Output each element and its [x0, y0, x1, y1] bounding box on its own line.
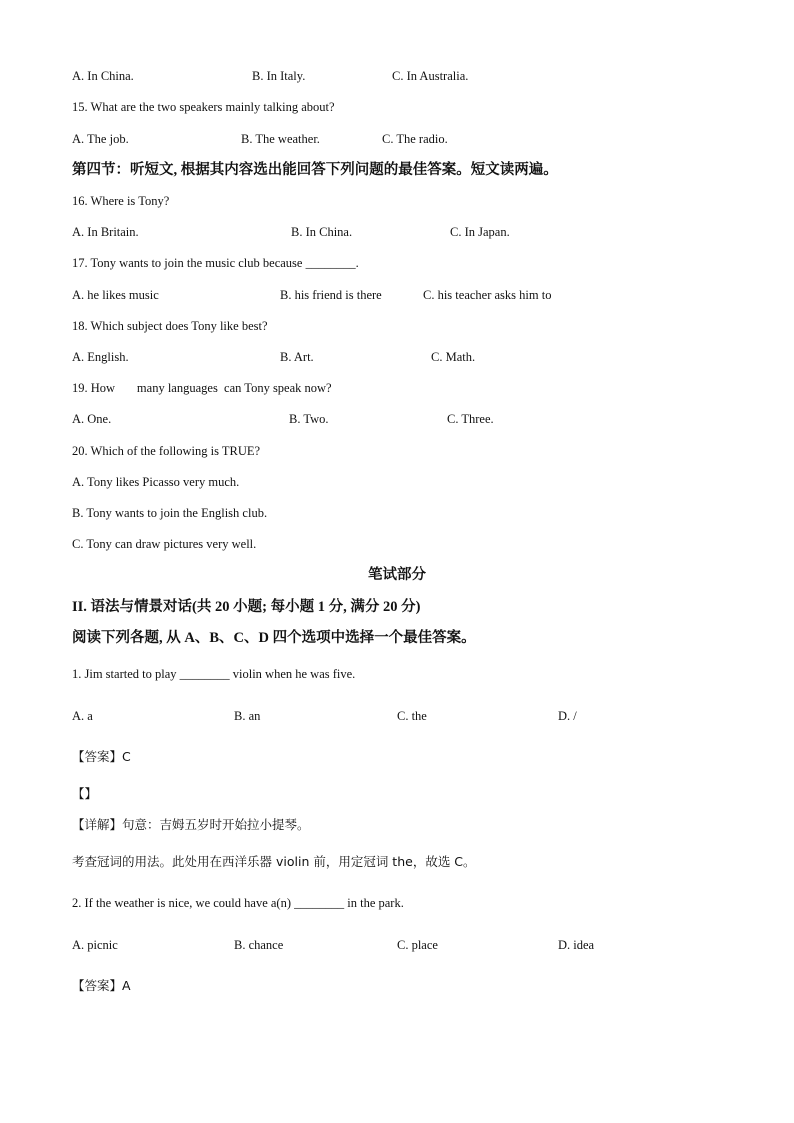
q18-option-b: B. Art.	[280, 350, 314, 364]
g1-detail: 【详解】句意：吉姆五岁时开始拉小提琴。	[72, 817, 310, 832]
q17-option-a: A. he likes music	[72, 288, 159, 302]
g2-option-c: C. place	[397, 938, 438, 952]
g1-explanation: 考查冠词的用法。此处用在西洋乐器 violin 前，用定冠词 the，故选 C。	[72, 854, 476, 869]
g1-answer: 【答案】C	[72, 749, 131, 764]
g2-question: 2. If the weather is nice, we could have a(n) ________ in the park.	[72, 896, 404, 910]
q15-option-a: A. The job.	[72, 132, 129, 146]
q16-option-a: A. In Britain.	[72, 225, 139, 239]
q15-question: 15. What are the two speakers mainly talking about?	[72, 100, 335, 114]
q16-question: 16. Where is Tony?	[72, 194, 170, 208]
q14-option-c: C. In Australia.	[392, 69, 469, 83]
q20-question: 20. Which of the following is TRUE?	[72, 444, 261, 458]
q17-question: 17. Tony wants to join the music club because ________.	[72, 256, 359, 270]
q14-option-b: B. In Italy.	[252, 69, 306, 83]
section4-heading: 第四节：听短文, 根据其内容选出能回答下列问题的最佳答案。短文读两遍。	[72, 162, 558, 178]
g2-answer: 【答案】A	[72, 978, 131, 993]
g1-option-b: B. an	[234, 709, 261, 723]
g1-analysis-tag: 【】	[72, 786, 98, 801]
q20-option-c: C. Tony can draw pictures very well.	[72, 537, 257, 551]
q20-option-a: A. Tony likes Picasso very much.	[72, 475, 240, 489]
q19-option-c: C. Three.	[447, 412, 494, 426]
q18-option-a: A. English.	[72, 350, 129, 364]
g2-option-a: A. picnic	[72, 938, 118, 952]
q16-option-c: C. In Japan.	[450, 225, 510, 239]
q20-option-b: B. Tony wants to join the English club.	[72, 506, 268, 520]
q17-option-c: C. his teacher asks him to	[423, 288, 552, 302]
q19-option-a: A. One.	[72, 412, 112, 426]
q15-option-c: C. The radio.	[382, 132, 448, 146]
g1-option-a: A. a	[72, 709, 93, 723]
q18-option-c: C. Math.	[431, 350, 476, 364]
q17-option-b: B. his friend is there	[280, 288, 382, 302]
q19-question: 19. How many languages can Tony speak now?	[72, 381, 332, 395]
q18-question: 18. Which subject does Tony like best?	[72, 319, 268, 333]
g2-option-b: B. chance	[234, 938, 284, 952]
g2-option-d: D. idea	[558, 938, 595, 952]
part2-instructions: 阅读下列各题, 从 A、B、C、D 四个选项中选择一个最佳答案。	[72, 630, 476, 646]
g1-option-d: D. /	[558, 709, 577, 723]
q15-option-b: B. The weather.	[241, 132, 320, 146]
written-section-title: 笔试部分	[368, 567, 426, 583]
g1-question: 1. Jim started to play ________ violin when he was five.	[72, 667, 356, 681]
part2-title: II. 语法与情景对话(共 20 小题; 每小题 1 分, 满分 20 分)	[72, 599, 421, 615]
q16-option-b: B. In China.	[291, 225, 353, 239]
q14-option-a: A. In China.	[72, 69, 134, 83]
g1-option-c: C. the	[397, 709, 427, 723]
q19-option-b: B. Two.	[289, 412, 329, 426]
